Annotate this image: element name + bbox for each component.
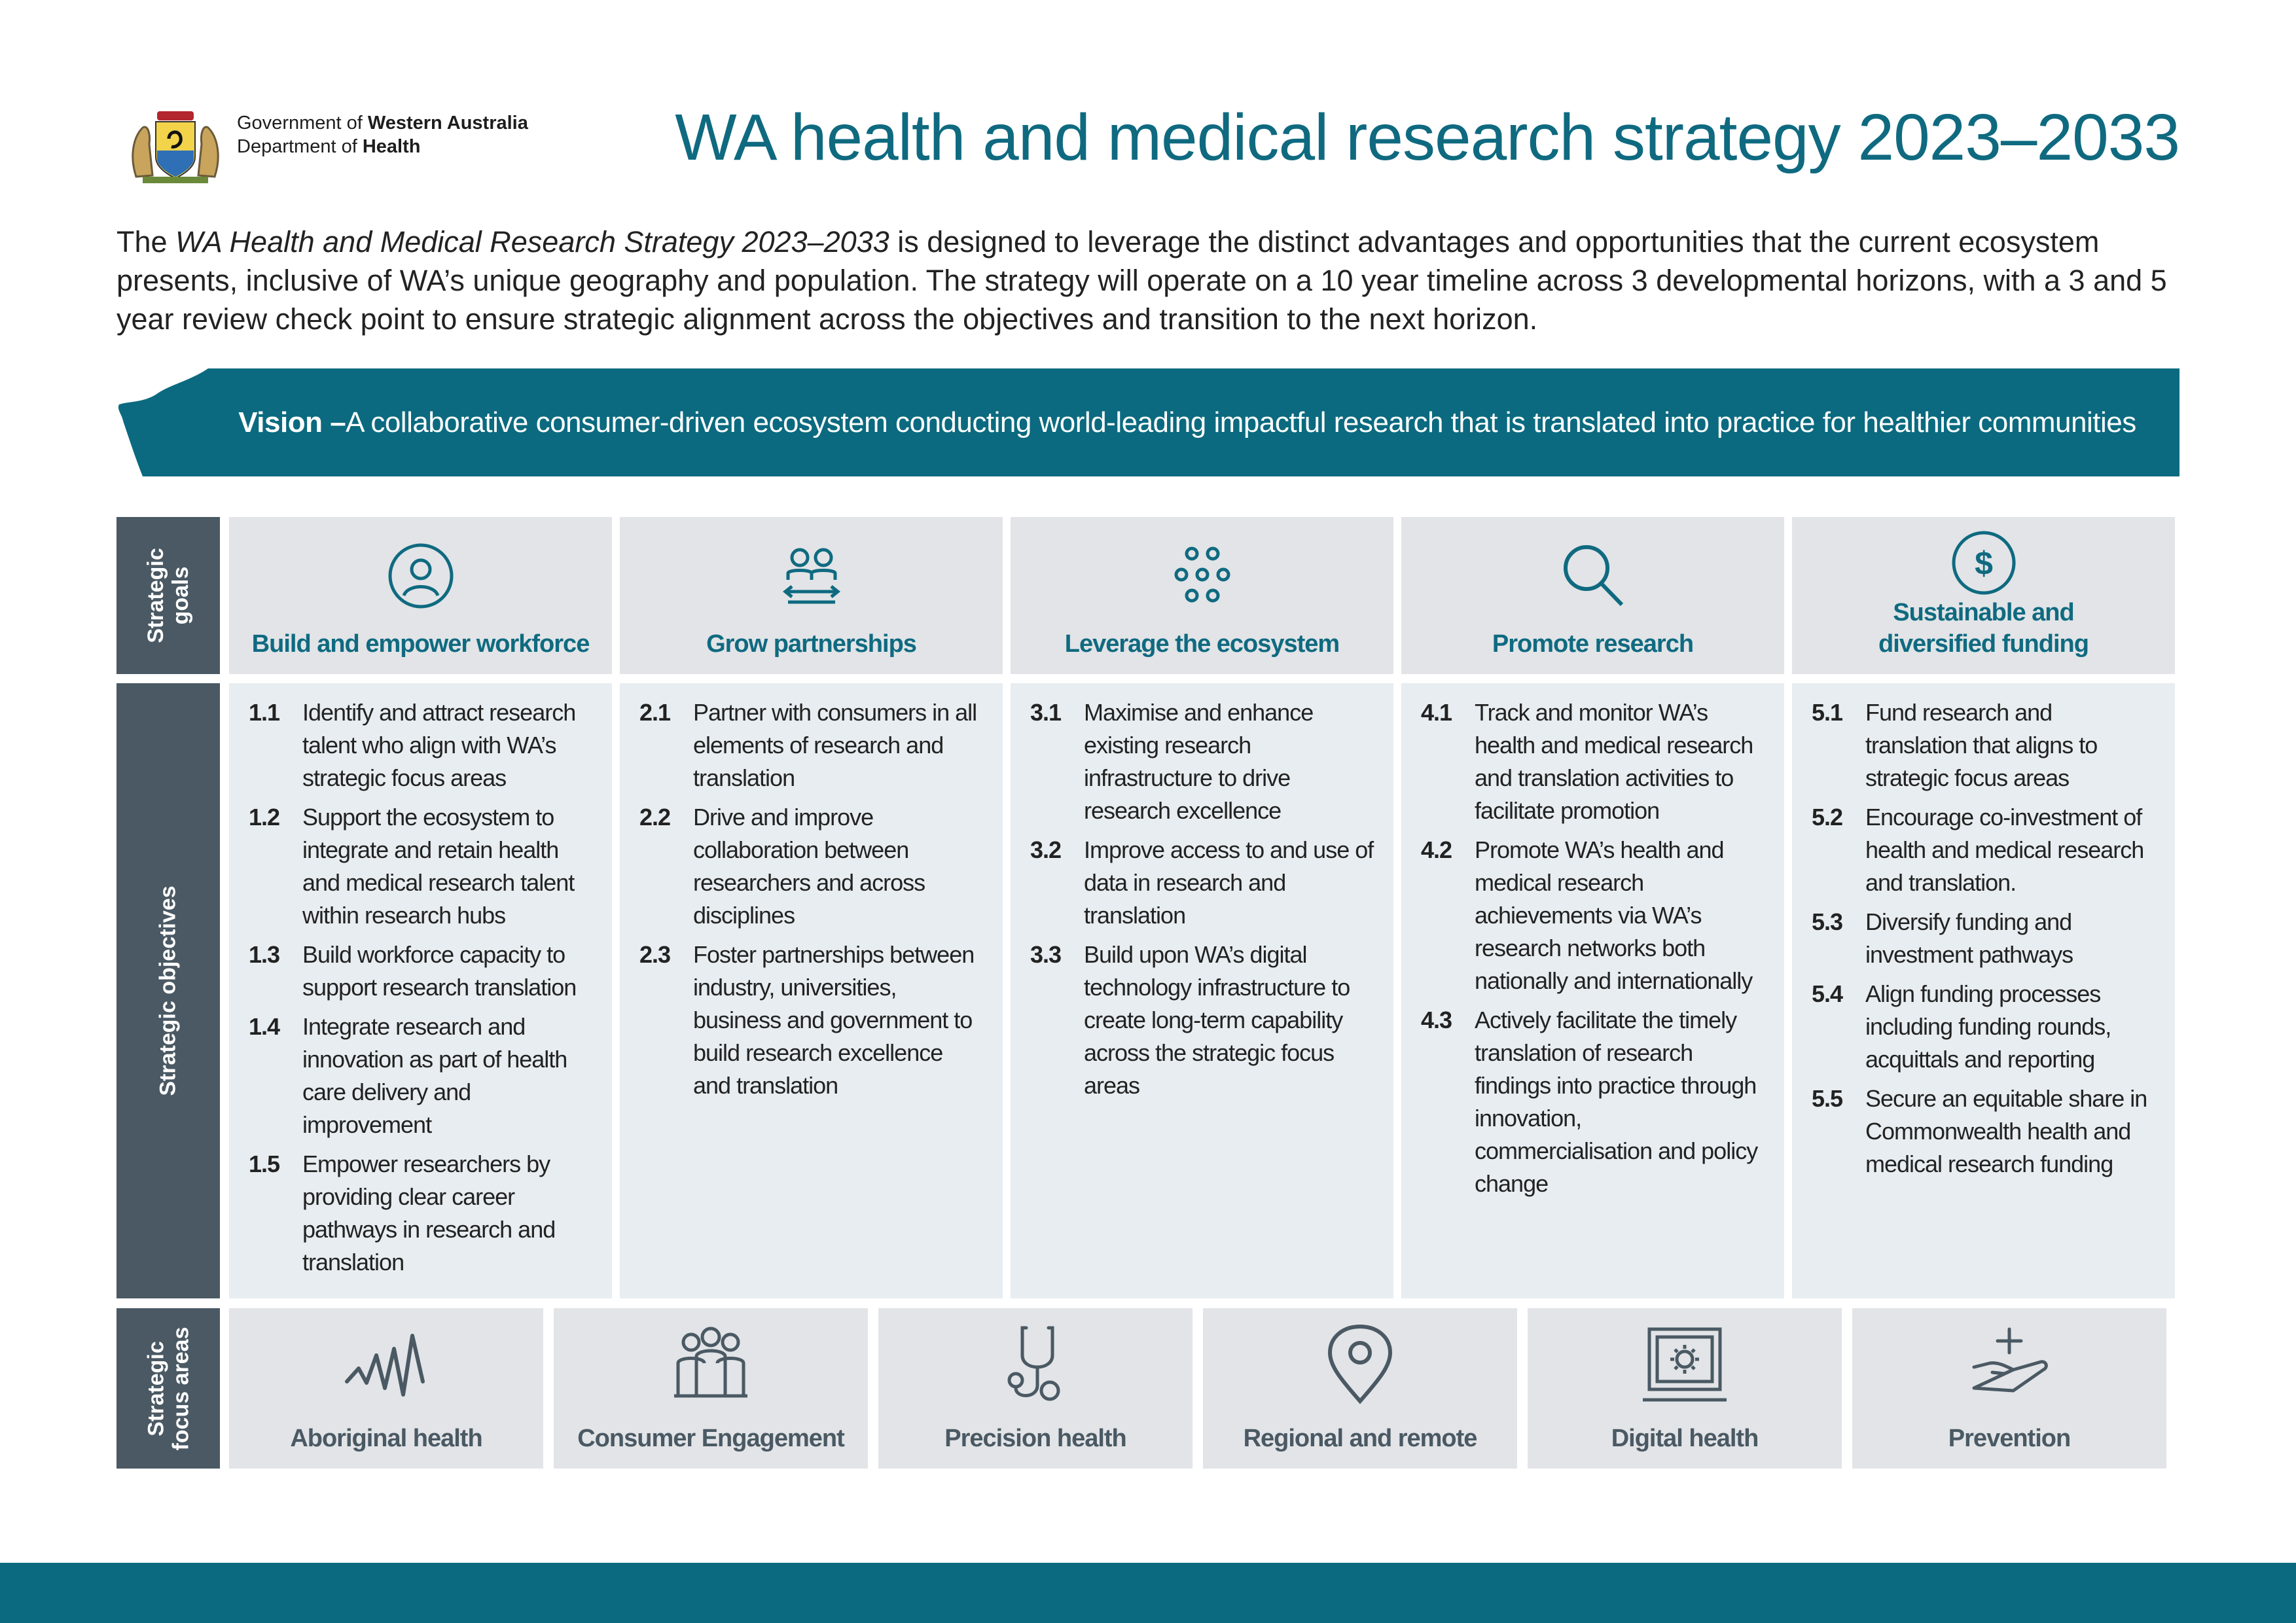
- focus-label: Consumer Engagement: [577, 1425, 844, 1452]
- objectives-column-1: [229, 683, 612, 1298]
- objective-item: 2.2 Drive and improve collaboration between researchers and across disciplines: [639, 804, 925, 929]
- focus-consumer-engagement: [554, 1308, 868, 1469]
- focus-label: Digital health: [1611, 1425, 1759, 1452]
- focus-label: Aboriginal health: [290, 1425, 482, 1452]
- goal-label: Grow partnerships: [706, 630, 916, 658]
- digital-screen-gear-icon: [1639, 1323, 1731, 1408]
- focus-aboriginal-health: [229, 1308, 543, 1469]
- vision-banner: [117, 368, 2179, 476]
- goal-label: Sustainable and diversified funding: [1878, 599, 2089, 658]
- objective-item: 1.4 Integrate research and innovation as part of health care delivery and improvement: [249, 1013, 567, 1138]
- objectives-column-3: [1011, 683, 1393, 1298]
- magnifier-icon: [1554, 537, 1632, 615]
- focus-precision-health: [878, 1308, 1193, 1469]
- objective-item: 1.3 Build workforce capacity to support research translation: [249, 941, 577, 1001]
- organisation-name: Government of Western Australia Department of Health: [237, 113, 528, 157]
- coat-of-arms-logo: [117, 98, 234, 190]
- goal-label: Promote research: [1492, 630, 1694, 658]
- objectives-column-2: [620, 683, 1003, 1298]
- objective-item: 1.2 Support the ecosystem to integrate and retain health and medical research talent within research hubs: [249, 804, 575, 929]
- goal-promote-research: [1401, 517, 1784, 674]
- person-circle-icon: [382, 537, 460, 615]
- goal-build-workforce: [229, 517, 612, 674]
- objectives-column-4: [1401, 683, 1784, 1298]
- network-dots-icon: [1163, 537, 1242, 615]
- objective-item: 3.3 Build upon WA’s digital technology infrastructure to create long-term capability across the strategic focus areas: [1030, 941, 1350, 1099]
- objective-item: 2.3 Foster partnerships between industry, universities, business and government to build research excellence and translation: [639, 941, 975, 1099]
- objective-item: 5.3 Diversify funding and investment pathways: [1812, 908, 2073, 968]
- objectives-column-5: [1792, 683, 2175, 1298]
- partnership-icon: [772, 537, 851, 615]
- goal-label: Build and empower workforce: [251, 630, 590, 658]
- goal-leverage-ecosystem: [1011, 517, 1393, 674]
- map-pin-icon: [1314, 1323, 1406, 1408]
- focus-regional-remote: [1203, 1308, 1517, 1469]
- goal-label: Leverage the ecosystem: [1064, 630, 1340, 658]
- objective-item: 1.1 Identify and attract research talent who align with WA’s strategic focus areas: [249, 699, 576, 791]
- page-title: WA health and medical research strategy 2023–2033: [675, 101, 2179, 174]
- stethoscope-icon: [990, 1323, 1081, 1408]
- focus-digital-health: [1528, 1308, 1842, 1469]
- objective-item: 3.2 Improve access to and use of data in research and translation: [1030, 836, 1374, 929]
- objective-item: 3.1 Maximise and enhance existing research infrastructure to drive research excellence: [1030, 699, 1314, 824]
- objective-item: 1.5 Empower researchers by providing clear career pathways in research and translation: [249, 1150, 556, 1275]
- row-label-strategic-objectives: Strategic objectives: [117, 683, 220, 1298]
- goal-grow-partnerships: [620, 517, 1003, 674]
- row-label-strategic-focus-areas: Strategic focus areas: [117, 1308, 220, 1469]
- pulse-line-icon: [340, 1323, 432, 1408]
- vision-statement: Vision – A collaborative consumer-driven ecosystem conducting world-leading impactful research that is translated into practice for healthier communities: [238, 406, 2136, 438]
- hand-plus-icon: [1964, 1323, 2055, 1408]
- objective-item: 2.1 Partner with consumers in all elements of research and translation: [639, 699, 977, 791]
- dollar-circle-icon: [1945, 524, 2023, 602]
- focus-prevention: [1852, 1308, 2166, 1469]
- intro-paragraph: The WA Health and Medical Research Strategy 2023–2033 is designed to leverage the distinct advantages and opportunities that the current ecosystem presents, inclusive of WA’s unique geography and population. The strategy will operate on a 10 year timeline across 3 developmental horizons, with a 3 and 5 year review check point to ensure strategic alignment across the objectives and transition to the next horizon.: [117, 225, 2167, 336]
- people-group-icon: [665, 1323, 757, 1408]
- footer-band: [0, 1563, 2296, 1623]
- objective-item: 5.2 Encourage co-investment of health and medical research and translation.: [1812, 804, 2144, 896]
- svg-text:$: $: [1974, 545, 1993, 582]
- goal-sustainable-funding: [1792, 517, 2175, 674]
- objective-item: 5.5 Secure an equitable share in Commonwealth health and medical research funding: [1812, 1085, 2147, 1177]
- focus-label: Precision health: [944, 1425, 1126, 1452]
- row-label-strategic-goals: Strategic goals: [117, 517, 220, 674]
- focus-label: Prevention: [1948, 1425, 2071, 1452]
- objective-item: 4.2 Promote WA’s health and medical research achievements via WA’s research networks both nationally and internationally: [1421, 836, 1753, 994]
- objective-item: 5.4 Align funding processes including funding rounds, acquittals and reporting: [1812, 980, 2111, 1073]
- objective-item: 4.1 Track and monitor WA’s health and medical research and translation activities to facilitate promotion: [1421, 699, 1753, 824]
- focus-label: Regional and remote: [1243, 1425, 1477, 1452]
- objective-item: 4.3 Actively facilitate the timely translation of research findings into practice through innovation, commercialisation and policy change: [1421, 1007, 1758, 1197]
- objective-item: 5.1 Fund research and translation that aligns to strategic focus areas: [1812, 699, 2098, 791]
